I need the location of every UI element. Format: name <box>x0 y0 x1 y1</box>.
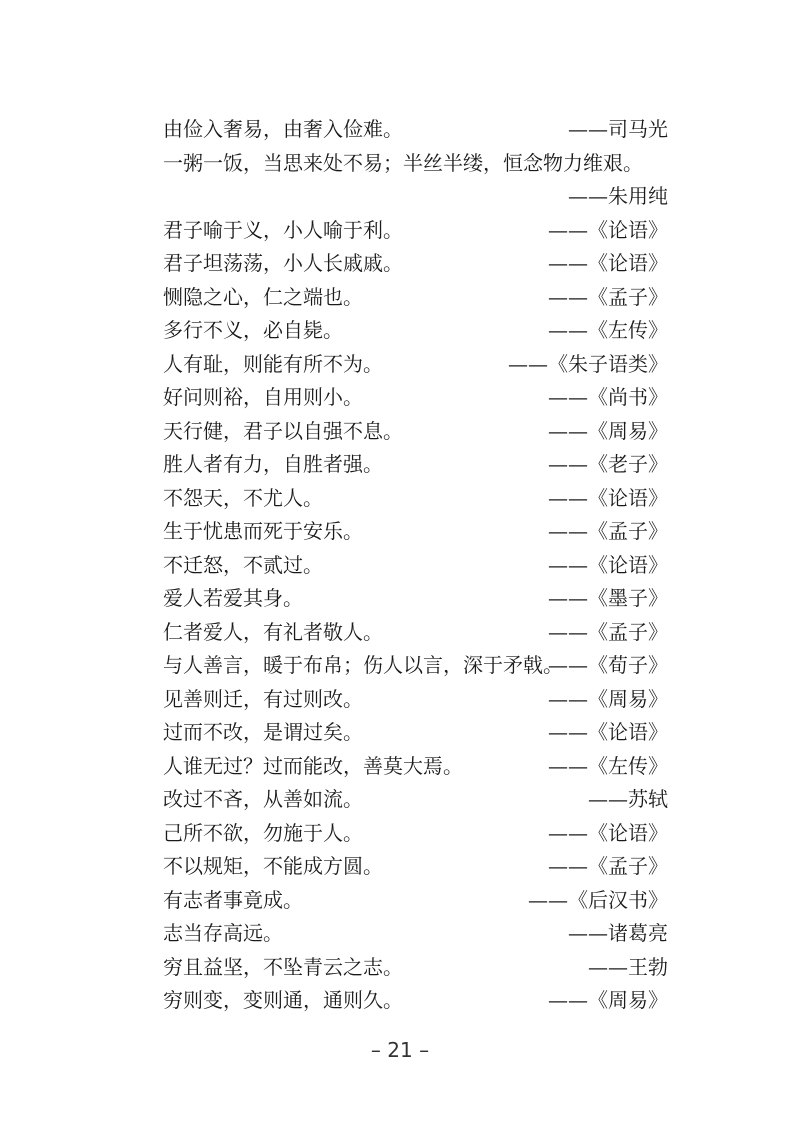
quote-row <box>163 247 668 281</box>
quote-source: ——《朱子语类》 <box>508 351 668 376</box>
quote-text: 天行健，君子以自强不息。 <box>163 418 403 443</box>
quote-text: 君子喻于义，小人喻于利。 <box>163 217 403 242</box>
quote-text: 不迁怒，不贰过。 <box>163 552 323 577</box>
quote-row <box>163 917 668 951</box>
quote-source: ——《左传》 <box>548 318 668 342</box>
quote-text: 志当存高远。 <box>163 921 283 945</box>
quote-source: ——《论语》 <box>548 720 668 744</box>
quote-text: 不怨天，不尤人。 <box>163 485 323 510</box>
quote-text: 由俭入奢易，由奢入俭难。 <box>163 117 403 141</box>
quote-row <box>163 582 668 616</box>
quote-source: ——《孟子》 <box>548 619 668 644</box>
quote-row <box>163 951 668 985</box>
quote-source: ——《周易》 <box>548 418 668 443</box>
quote-text: 己所不欲，勿施于人。 <box>163 820 363 845</box>
quote-row <box>163 549 668 583</box>
quote-row <box>163 884 668 918</box>
quote-source: ——《论语》 <box>548 820 668 845</box>
quote-text: 穷且益坚，不坠青云之志。 <box>163 954 403 979</box>
quote-source: ——《孟子》 <box>548 284 668 309</box>
quote-source: ——王勃 <box>588 954 668 979</box>
quote-row <box>163 716 668 750</box>
quote-text: 爱人若爱其身。 <box>163 586 303 610</box>
quote-source: ——《墨子》 <box>548 586 668 610</box>
quote-text: 不以规矩，不能成方圆。 <box>163 854 383 878</box>
quote-row <box>163 314 668 348</box>
quote-row <box>163 180 668 214</box>
quote-text: 多行不义，必自毙。 <box>163 318 343 342</box>
quote-source: ——司马光 <box>568 117 668 141</box>
quote-text: 仁者爱人，有礼者敬人。 <box>163 619 383 644</box>
quote-text: 君子坦荡荡，小人长戚戚。 <box>163 251 403 275</box>
quote-source: ——《周易》 <box>548 686 668 711</box>
quote-source: ——朱用纯 <box>568 184 668 208</box>
quote-row <box>163 683 668 717</box>
quote-text: 有志者事竟成。 <box>163 887 303 912</box>
quote-row <box>163 817 668 851</box>
quote-source: ——《论语》 <box>548 251 668 275</box>
quote-row <box>163 415 668 449</box>
quote-source: ——《后汉书》 <box>528 887 668 912</box>
quote-row <box>163 448 668 482</box>
quote-source: ——《尚书》 <box>548 385 668 409</box>
quote-row <box>163 482 668 516</box>
quote-row <box>163 850 668 884</box>
quote-row <box>163 113 668 147</box>
quote-text: 人谁无过？过而能改，善莫大焉。 <box>163 753 463 778</box>
quote-row <box>163 214 668 248</box>
quote-row <box>163 381 668 415</box>
quote-text: 人有耻，则能有所不为。 <box>163 351 383 376</box>
quote-row <box>163 281 668 315</box>
quote-row <box>163 649 668 683</box>
quote-text: 与人善言，暖于布帛；伤人以言，深于矛戟。 <box>163 653 563 677</box>
quote-text: 见善则迁，有过则改。 <box>163 686 363 711</box>
quote-source: ——《论语》 <box>548 217 668 242</box>
quote-row <box>163 750 668 784</box>
quote-source: ——《论语》 <box>548 552 668 577</box>
page-number: – 21 – <box>370 1038 430 1062</box>
quote-source: ——《荀子》 <box>548 653 668 677</box>
quote-text: 穷则变，变则通，通则久。 <box>163 988 403 1012</box>
quote-source: ——诸葛亮 <box>568 921 668 945</box>
quote-source: ——《周易》 <box>548 988 668 1012</box>
quote-row <box>163 783 668 817</box>
quote-text: 恻隐之心，仁之端也。 <box>163 284 363 309</box>
quote-source: ——《左传》 <box>548 753 668 778</box>
quote-text: 好问则裕，自用则小。 <box>163 385 363 409</box>
quote-text: 一粥一饭，当思来处不易；半丝半缕，恒念物力维艰。 <box>163 150 643 175</box>
quote-text: 改过不吝，从善如流。 <box>163 787 363 811</box>
quote-text: 生于忧患而死于安乐。 <box>163 519 363 543</box>
quote-row <box>163 515 668 549</box>
quote-source: ——苏轼 <box>588 787 668 811</box>
quote-row <box>163 984 668 1018</box>
quote-source: ——《孟子》 <box>548 519 668 543</box>
quote-text: 胜人者有力，自胜者强。 <box>163 452 383 476</box>
quote-source: ——《论语》 <box>548 485 668 510</box>
quote-row <box>163 348 668 382</box>
quote-list <box>163 113 668 1018</box>
quote-source: ——《老子》 <box>548 452 668 476</box>
quote-text: 过而不改，是谓过矣。 <box>163 720 363 744</box>
quote-row <box>163 147 668 181</box>
quote-row <box>163 616 668 650</box>
quote-source: ——《孟子》 <box>548 854 668 878</box>
